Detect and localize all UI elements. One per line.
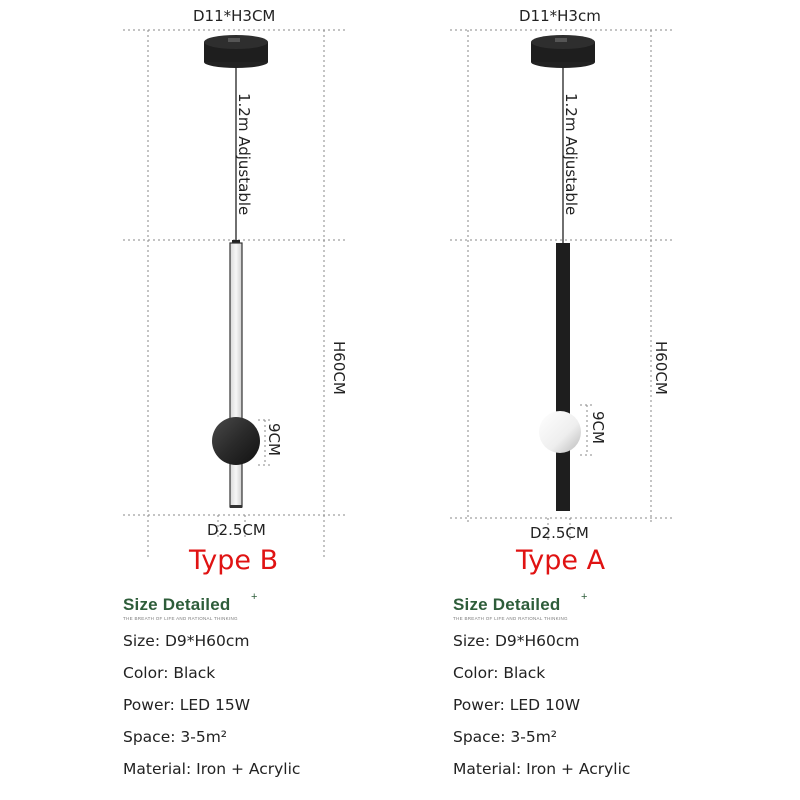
type-b-label: Type B — [189, 545, 279, 576]
type-a-ball-dimension: 9CM — [589, 411, 607, 444]
type-b-canopy-screw — [228, 38, 240, 42]
type-b-ball — [212, 417, 260, 465]
type-a-label: Type A — [516, 545, 606, 576]
type-b-lamp — [123, 30, 345, 560]
type-a-canopy-dimension: D11*H3cm — [519, 7, 601, 25]
type-a-tube — [556, 243, 570, 511]
spec-power: Power: LED 15W — [123, 696, 251, 714]
spec-power: Power: LED 10W — [453, 696, 581, 714]
type-a-canopy-screw — [555, 38, 567, 42]
type-b-canopy-dimension: D11*H3CM — [193, 7, 276, 25]
spec-color: Color: Black — [123, 664, 216, 682]
spec-size: Size: D9*H60cm — [123, 632, 250, 650]
spec-space: Space: 3-5m² — [123, 728, 228, 746]
type-b-ball-dimension: 9CM — [265, 423, 283, 456]
type-a-ball — [539, 411, 581, 453]
spec-material: Material: Iron + Acrylic — [453, 760, 631, 778]
spec-color: Color: Black — [453, 664, 546, 682]
spec-header — [453, 591, 783, 625]
type-b-diameter-dimension: D2.5CM — [207, 521, 266, 539]
plus-icon: + — [251, 591, 258, 603]
spec-subtitle: THE BREATH OF LIFE AND RATIONAL THINKING — [453, 616, 568, 621]
spec-heading: Size Detailed — [453, 595, 561, 614]
spec-heading: Size Detailed — [123, 595, 231, 614]
type-b-height-dimension: H60CM — [330, 341, 348, 395]
spec-space: Space: 3-5m² — [453, 728, 558, 746]
type-a-diameter-dimension: D2.5CM — [530, 524, 589, 542]
spec-material: Material: Iron + Acrylic — [123, 760, 301, 778]
type-b-tube-cap — [230, 505, 242, 508]
spec-header — [123, 591, 453, 625]
type-a-spec-panel — [453, 591, 783, 785]
type-a-lamp — [450, 30, 672, 540]
type-b-tube — [230, 243, 242, 507]
plus-icon: + — [581, 591, 588, 603]
type-a-cable-length: 1.2m Adjustable — [562, 93, 580, 216]
spec-subtitle: THE BREATH OF LIFE AND RATIONAL THINKING — [123, 616, 238, 621]
type-b-cable-length: 1.2m Adjustable — [235, 93, 253, 216]
type-a-height-dimension: H60CM — [652, 341, 670, 395]
type-b-spec-panel — [123, 591, 453, 785]
spec-size: Size: D9*H60cm — [453, 632, 580, 650]
